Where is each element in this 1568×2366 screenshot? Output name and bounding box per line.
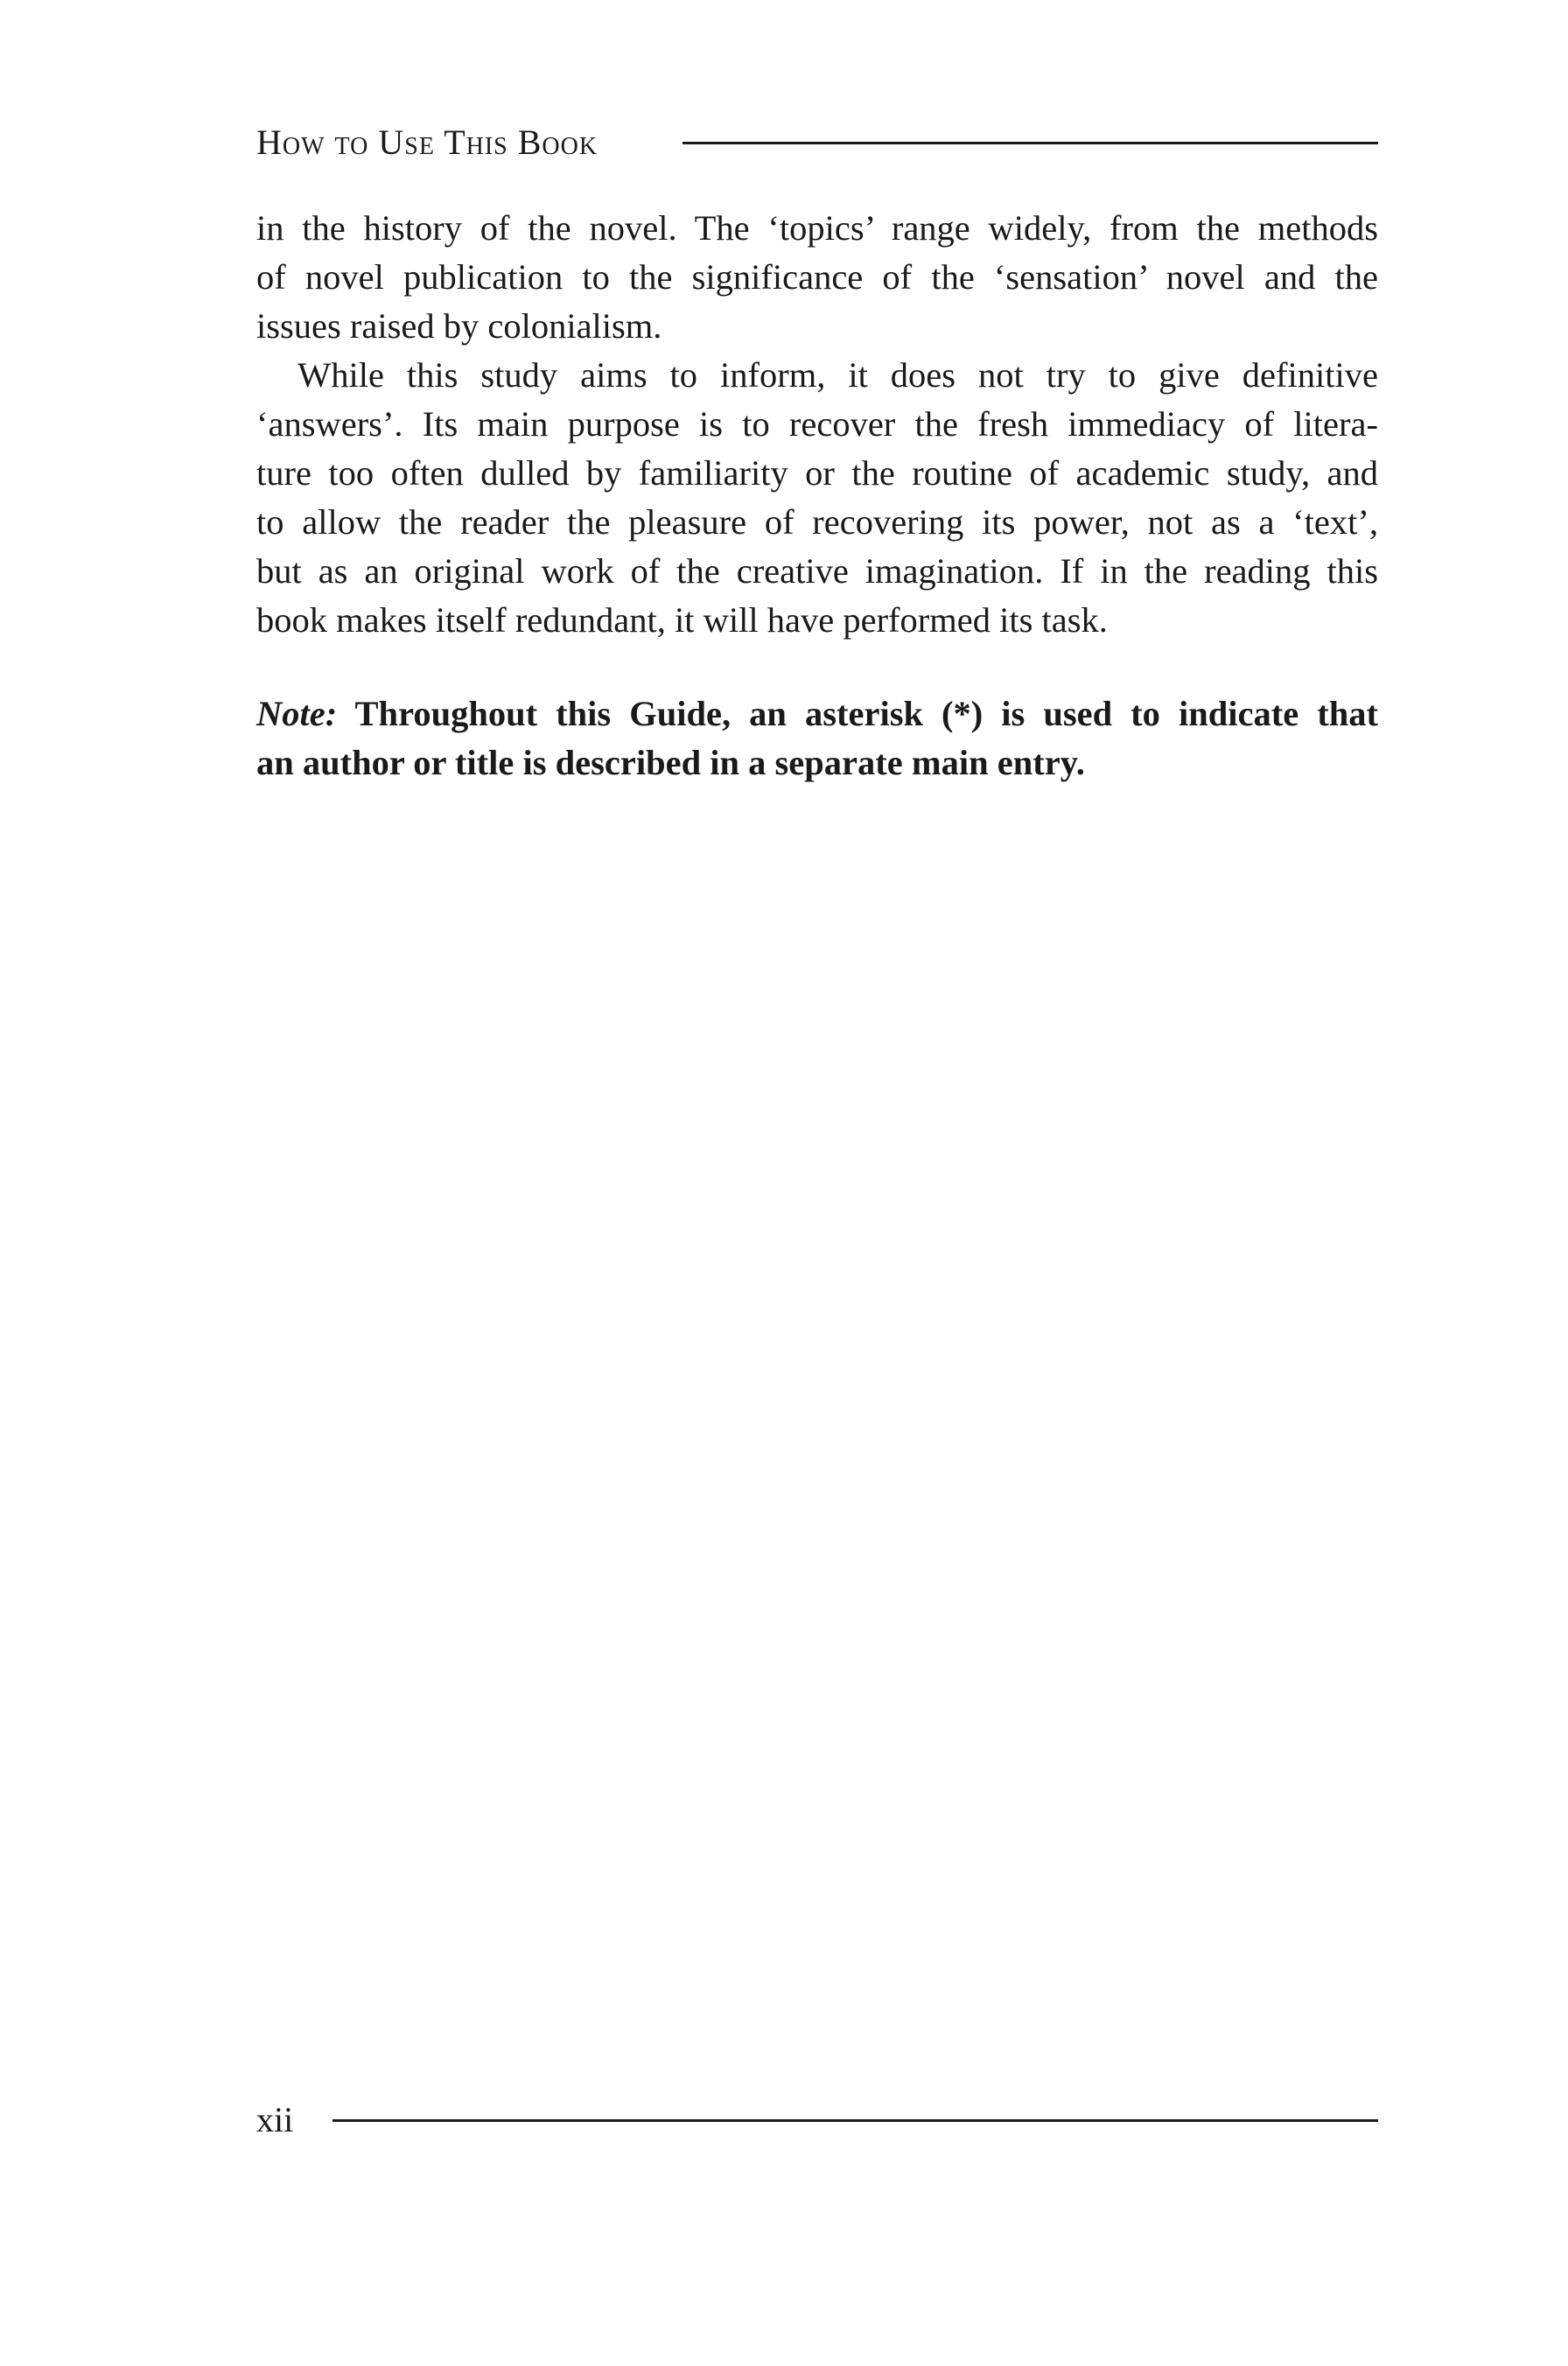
- text-line: ‘answers’. Its main purpose is to recover the fresh immediacy of litera-: [256, 404, 1378, 444]
- running-header: [256, 121, 1378, 164]
- body-text: [256, 204, 1378, 645]
- text-line: to allow the reader the pleasure of recovering its power, not as a ‘text’,: [256, 502, 1378, 542]
- footer-rule: [332, 2119, 1378, 2122]
- text-line: issues raised by colonialism.: [256, 306, 662, 346]
- note-label: Note:: [256, 694, 338, 733]
- text-line: While this study aims to inform, it does not try to give definitive: [298, 355, 1378, 395]
- page-number: xii: [256, 2100, 294, 2139]
- text-line: but as an original work of the creative imagination. If in the reading this: [256, 551, 1378, 591]
- text-line: book makes itself redundant, it will have performed its task.: [256, 600, 1108, 640]
- paragraph-1: [256, 204, 1378, 351]
- note-line: an author or title is described in a separate main entry.: [256, 743, 1085, 782]
- note-line: [256, 690, 1378, 738]
- running-footer: [256, 2098, 1378, 2142]
- running-header-title: How to Use This Book: [256, 122, 598, 162]
- note-text: Throughout this Guide, an asterisk (*) is used to indicate that: [337, 694, 1378, 733]
- header-rule: [682, 142, 1378, 144]
- text-line: of novel publication to the significance of the ‘sensation’ novel and the: [256, 257, 1378, 297]
- note-block: [256, 690, 1378, 788]
- paragraph-2: [256, 351, 1378, 645]
- text-line: ture too often dulled by familiarity or the routine of academic study, and: [256, 453, 1378, 493]
- text-line: in the history of the novel. The ‘topics’ range widely, from the methods: [256, 208, 1378, 248]
